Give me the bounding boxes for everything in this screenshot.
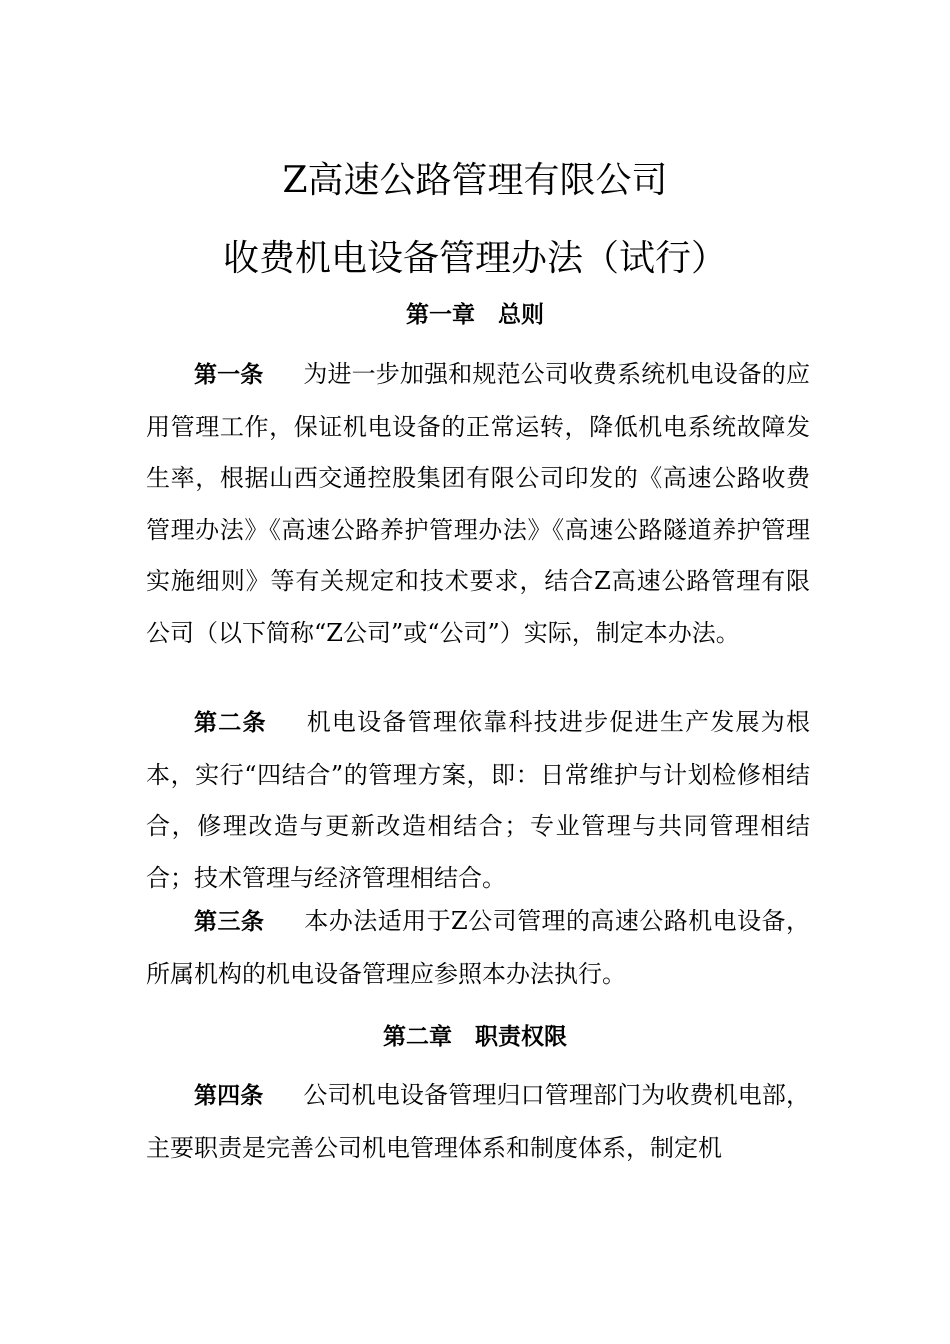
article-text: 本办法适用于Z公司管理的高速公路机电设备，所属机构的机电设备管理应参照本办法执行。 [146, 907, 811, 988]
article-label: 第一条 [194, 362, 264, 388]
article-4 [146, 1070, 810, 1174]
article-label: 第三条 [194, 909, 265, 935]
document-title-regulation: 收费机电设备管理办法（试行） [222, 238, 727, 279]
article-text: 机电设备管理依靠科技进步促进生产发展为根本，实行“四结合”的管理方案，即：日常维护与计划检修相结合，修理改造与更新改造相结合；专业管理与共同管理相结合；技术管理与经济管理相结合。 [146, 708, 811, 892]
chapter-heading-responsibilities: 第二章 职责权限 [383, 1024, 567, 1050]
article-1 [146, 349, 810, 659]
article-2 [146, 697, 810, 904]
document-title-company: Z高速公路管理有限公司 [282, 160, 668, 201]
chapter-heading-general: 第一章 总则 [406, 302, 544, 328]
article-3 [146, 896, 810, 1000]
article-label: 第二条 [194, 710, 267, 736]
article-label: 第四条 [194, 1083, 264, 1109]
article-text: 为进一步加强和规范公司收费系统机电设备的应用管理工作，保证机电设备的正常运转，降低机电系统故障发生率，根据山西交通控股集团有限公司印发的《高速公路收费管理办法》《高速公路养护管理办法》《高速公路隧道养护管理实施细则》等有关规定和技术要求，结合Z高速公路管理有限公司（以下简称“Z公司”或“公司”）实际，制定本办法。 [146, 360, 811, 647]
article-text: 公司机电设备管理归口管理部门为收费机电部，主要职责是完善公司机电管理体系和制度体系，制定机 [146, 1081, 811, 1162]
